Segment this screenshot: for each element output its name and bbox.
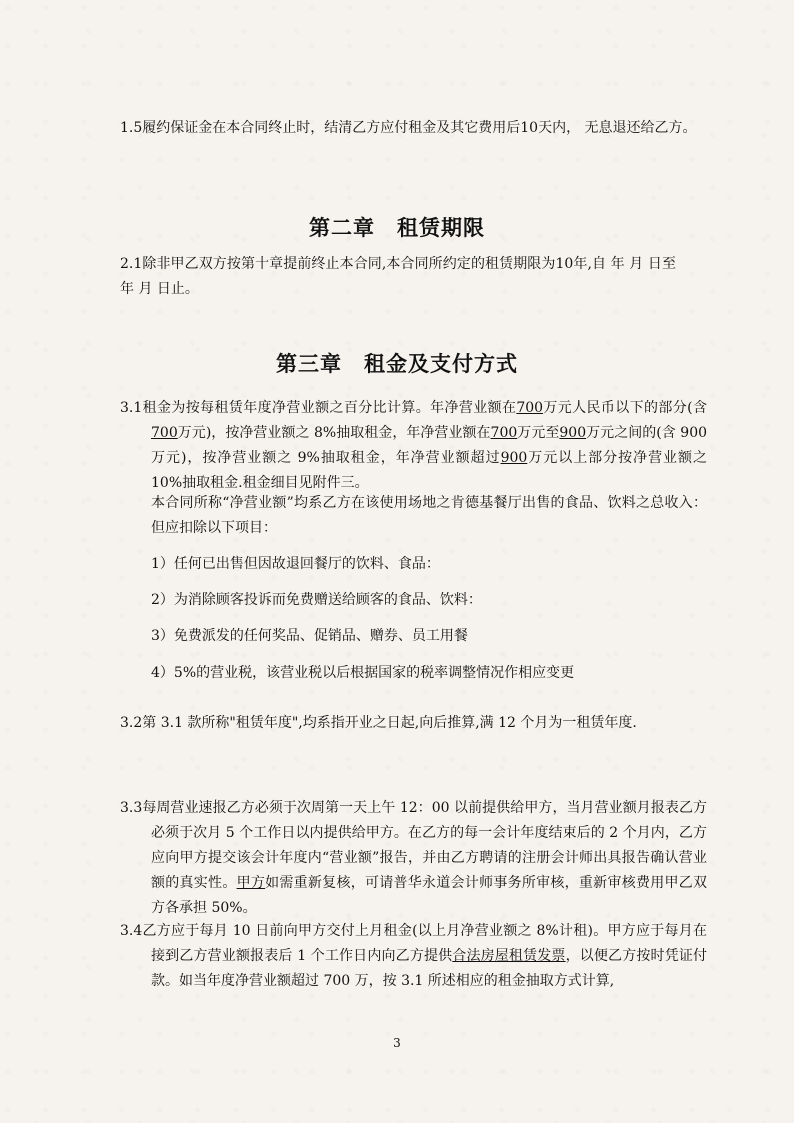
clause-3-1: 3.1租金为按每租赁年度净营业额之百分比计算。年净营业额在700万元人民币以下的部分(含700万元)，按净营业额之 8%抽取租金，年净营业额在700万元至900万元之间的(含 900 万元)，按净营业额之 9%抽取租金，年净营业额超过900万元以上部分按净营业额之 10%抽取租金.租金细目见附件三。 [120, 400, 708, 491]
deduction-item-4: 4）5%的营业税，该营业税以后根据国家的税率调整情况作相应变更 [151, 665, 575, 681]
clause-3-3: 3.3每周营业速报乙方必须于次周第一天上午 12：00 以前提供给甲方，当月营业额月报表乙方必须于次月 5 个工作日以内提供给甲方。在乙方的每一会计年度结束后的 2 个月内，乙方应向甲方提交该会计年度内“营业额”报告，并由乙方聘请的注册会计师出具报告确认营业额的真实性。甲方如需重新复核，可请普华永道会计师事务所审核，重新审核费用甲乙双方各承担 50%。 [120, 800, 708, 916]
deduction-item-1: 1）任何已出售但因故退回餐厅的饮料、食品： [151, 556, 440, 572]
deduction-item-3: 3）免费派发的任何奖品、促销品、赠券、员工用餐 [151, 628, 468, 644]
clause-1-5: 1.5履约保证金在本合同终止时，结清乙方应付租金及其它费用后10天内， 无息退还给乙方。 [120, 120, 697, 136]
clause-3-1-definition: 本合同所称“净营业额”均系乙方在该使用场地之肯德基餐厅出售的食品、饮料之总收入：但应扣除以下项目： [151, 495, 707, 536]
page-number: 3 [393, 1036, 401, 1050]
chapter-2-title: 第二章 租赁期限 [309, 215, 485, 240]
clause-2-1: 2.1除非甲乙双方按第十章提前终止本合同,本合同所约定的租赁期限为10年,自 年 月 日至 年 月 日止。 [120, 256, 676, 297]
clause-3-4: 3.4乙方应于每月 10 日前向甲方交付上月租金(以上月净营业额之 8%计租)。甲方应于每月在接到乙方营业额报表后 1 个工作日内向乙方提供合法房屋租赁发票，以便乙方按时凭证付款。如当年度净营业额超过 700 万，按 3.1 所述相应的租金抽取方式计算, [120, 923, 708, 989]
deduction-item-2: 2）为消除顾客投诉而免费赠送给顾客的食品、饮料： [151, 592, 482, 608]
chapter-3-title: 第三章 租金及支付方式 [276, 351, 518, 376]
clause-3-2: 3.2第 3.1 款所称"租赁年度",均系指开业之日起,向后推算,满 12 个月为一租赁年度. [120, 715, 637, 731]
